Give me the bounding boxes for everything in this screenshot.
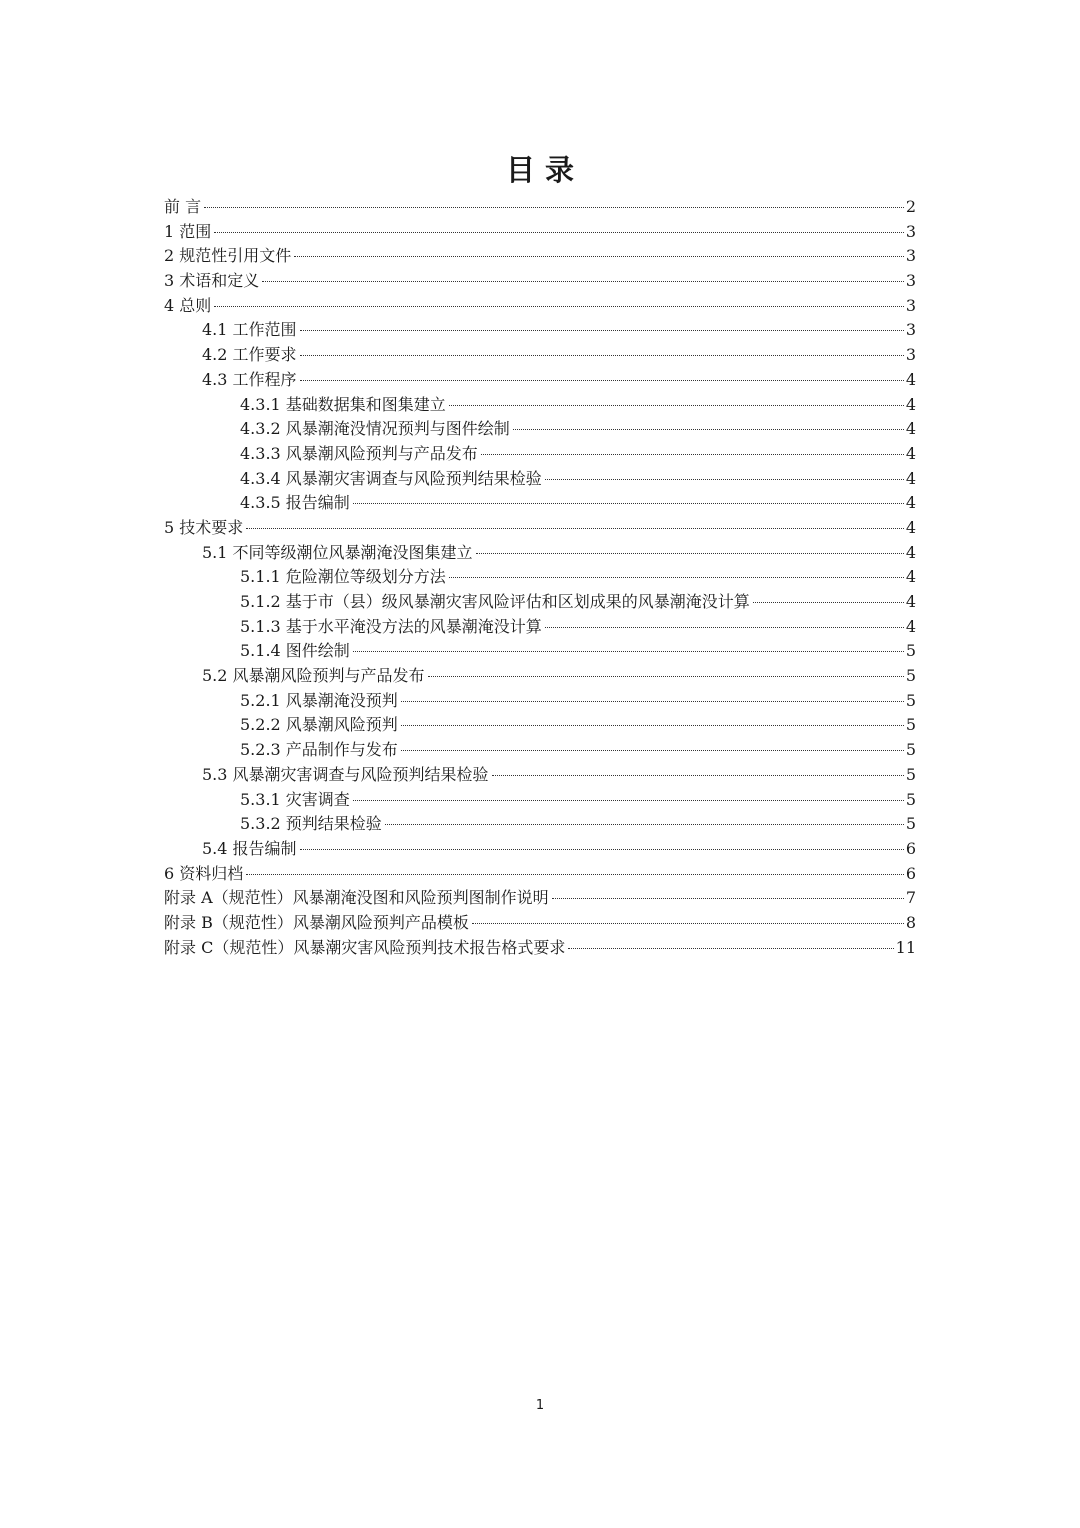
toc-entry[interactable] [164, 541, 916, 566]
dot-leader [353, 503, 904, 504]
dot-leader [552, 898, 904, 899]
toc-entry-page: 5 [905, 740, 916, 760]
dot-leader [513, 429, 904, 430]
toc-entry[interactable] [164, 788, 916, 813]
toc-entry[interactable] [164, 590, 916, 615]
toc-entry[interactable] [164, 269, 916, 294]
toc-entry[interactable] [164, 615, 916, 640]
toc-entry-page: 4 [905, 517, 916, 537]
dot-leader [300, 849, 904, 850]
dot-leader [300, 330, 904, 331]
toc-entry-label: 2 规范性引用文件 [164, 246, 292, 266]
dot-leader [353, 651, 904, 652]
toc-entry-label: 4.1 工作范围 [202, 320, 297, 340]
dot-leader [476, 553, 904, 554]
toc-entry-label: 5.3.2 预判结果检验 [240, 814, 382, 834]
dot-leader [300, 380, 904, 381]
toc-entry[interactable] [164, 886, 916, 911]
toc-entry-label: 5.2.3 产品制作与发布 [240, 740, 398, 760]
toc-entry[interactable] [164, 664, 916, 689]
toc-entry-label: 4.3 工作程序 [202, 369, 297, 389]
toc-entry-label: 附录 C（规范性）风暴潮灾害风险预判技术报告格式要求 [164, 937, 566, 957]
toc-entry[interactable] [164, 812, 916, 837]
toc-entry-label: 4 总则 [164, 295, 212, 315]
toc-entry[interactable] [164, 713, 916, 738]
toc-entry-page: 4 [905, 592, 916, 611]
toc-entry[interactable] [164, 862, 916, 887]
toc-entry-page: 5 [905, 764, 916, 784]
toc-entry-page: 4 [905, 493, 916, 513]
table-of-contents [164, 195, 916, 960]
toc-entry-page: 6 [905, 863, 916, 883]
toc-entry-page: 5 [905, 789, 916, 809]
dot-leader [246, 528, 904, 529]
toc-entry-label: 4.3.1 基础数据集和图集建立 [240, 394, 446, 414]
toc-entry-page: 4 [905, 567, 916, 587]
dot-leader [449, 405, 904, 406]
toc-entry-page: 3 [905, 320, 916, 340]
toc-entry[interactable] [164, 516, 916, 541]
toc-entry-label: 4.3.5 报告编制 [240, 493, 350, 513]
toc-entry-page: 4 [905, 443, 916, 463]
toc-entry-label: 1 范围 [164, 221, 212, 241]
toc-entry-page: 7 [905, 888, 916, 908]
dot-leader [246, 874, 904, 875]
toc-entry-page: 5 [905, 666, 916, 686]
toc-entry-page: 4 [905, 542, 916, 562]
toc-entry[interactable] [164, 565, 916, 590]
toc-entry[interactable] [164, 393, 916, 418]
toc-entry-label: 5.1.4 图件绘制 [240, 641, 350, 661]
toc-entry-label: 5.2.2 风暴潮风险预判 [240, 715, 398, 735]
toc-entry-label: 6 资料归档 [164, 863, 244, 883]
toc-entry-label: 4.3.3 风暴潮风险预判与产品发布 [240, 443, 478, 463]
dot-leader [294, 256, 904, 257]
toc-entry[interactable] [164, 639, 916, 664]
toc-entry-page: 5 [905, 690, 916, 710]
toc-entry-label: 5.4 报告编制 [202, 838, 297, 858]
dot-leader [481, 454, 904, 455]
toc-entry[interactable] [164, 491, 916, 516]
toc-entry-page: 6 [905, 838, 916, 858]
toc-entry-page: 4 [905, 616, 916, 636]
toc-entry[interactable] [164, 220, 916, 245]
dot-leader [300, 355, 904, 356]
toc-entry-page: 5 [905, 715, 916, 735]
toc-entry-page: 3 [905, 221, 916, 241]
toc-entry-page: 4 [905, 369, 916, 389]
dot-leader [545, 479, 904, 480]
toc-entry-label: 5.1.3 基于水平淹没方法的风暴潮淹没计算 [240, 616, 542, 636]
toc-entry-page: 3 [905, 345, 916, 365]
toc-entry-label: 5.3.1 灾害调查 [240, 789, 350, 809]
toc-entry-label: 5.2 风暴潮风险预判与产品发布 [202, 666, 425, 686]
toc-entry[interactable] [164, 343, 916, 368]
page-title: 目 录 [505, 153, 575, 187]
toc-entry[interactable] [164, 294, 916, 319]
toc-entry-label: 4.3.4 风暴潮灾害调查与风险预判结果检验 [240, 468, 542, 488]
dot-leader [492, 775, 904, 776]
toc-entry-label: 4.3.2 风暴潮淹没情况预判与图件绘制 [240, 419, 510, 439]
dot-leader [449, 577, 904, 578]
dot-leader [401, 701, 904, 702]
toc-entry-page: 4 [905, 394, 916, 414]
toc-entry-label: 3 术语和定义 [164, 271, 260, 291]
toc-entry-page: 5 [905, 814, 916, 834]
toc-entry-label: 5.2.1 风暴潮淹没预判 [240, 690, 398, 710]
dot-leader [568, 948, 893, 949]
dot-leader [428, 676, 904, 677]
dot-leader [401, 750, 904, 751]
dot-leader [214, 232, 904, 233]
dot-leader [214, 306, 904, 307]
toc-entry-label: 5.3 风暴潮灾害调查与风险预判结果检验 [202, 764, 489, 784]
toc-entry[interactable] [164, 318, 916, 343]
dot-leader [472, 923, 904, 924]
dot-leader [753, 602, 904, 603]
toc-entry-label: 前 言 [164, 197, 202, 216]
toc-entry[interactable] [164, 689, 916, 714]
toc-entry[interactable] [164, 417, 916, 442]
toc-entry-label: 附录 A（规范性）风暴潮淹没图和风险预判图制作说明 [164, 888, 549, 908]
toc-entry-page: 8 [905, 912, 916, 932]
toc-entry[interactable] [164, 936, 916, 961]
dot-leader [385, 824, 904, 825]
toc-entry[interactable] [164, 837, 916, 862]
toc-entry-page: 4 [905, 419, 916, 439]
dot-leader [545, 627, 904, 628]
toc-entry-page: 5 [905, 641, 916, 661]
toc-entry[interactable] [164, 244, 916, 269]
toc-entry-label: 5.1.2 基于市（县）级风暴潮灾害风险评估和区划成果的风暴潮淹没计算 [240, 592, 750, 611]
toc-entry-label: 4.2 工作要求 [202, 345, 297, 365]
toc-entry[interactable] [164, 738, 916, 763]
page-number: 1 [535, 1398, 545, 1413]
toc-entry-label: 5.1.1 危险潮位等级划分方法 [240, 567, 446, 587]
dot-leader [353, 800, 904, 801]
toc-entry-page: 4 [905, 468, 916, 488]
toc-entry[interactable] [164, 195, 916, 220]
toc-entry-label: 5.1 不同等级潮位风暴潮淹没图集建立 [202, 542, 473, 562]
toc-entry[interactable] [164, 763, 916, 788]
toc-entry-page: 11 [895, 937, 916, 957]
toc-entry-page: 3 [905, 271, 916, 291]
toc-entry[interactable] [164, 368, 916, 393]
dot-leader [204, 207, 904, 208]
toc-entry[interactable] [164, 911, 916, 936]
toc-entry[interactable] [164, 442, 916, 467]
dot-leader [262, 281, 904, 282]
toc-entry-label: 附录 B（规范性）风暴潮风险预判产品模板 [164, 912, 469, 932]
dot-leader [401, 725, 904, 726]
toc-entry-page: 2 [905, 197, 916, 216]
toc-entry-page: 3 [905, 246, 916, 266]
toc-entry-page: 3 [905, 295, 916, 315]
toc-entry-label: 5 技术要求 [164, 517, 244, 537]
toc-entry[interactable] [164, 467, 916, 492]
